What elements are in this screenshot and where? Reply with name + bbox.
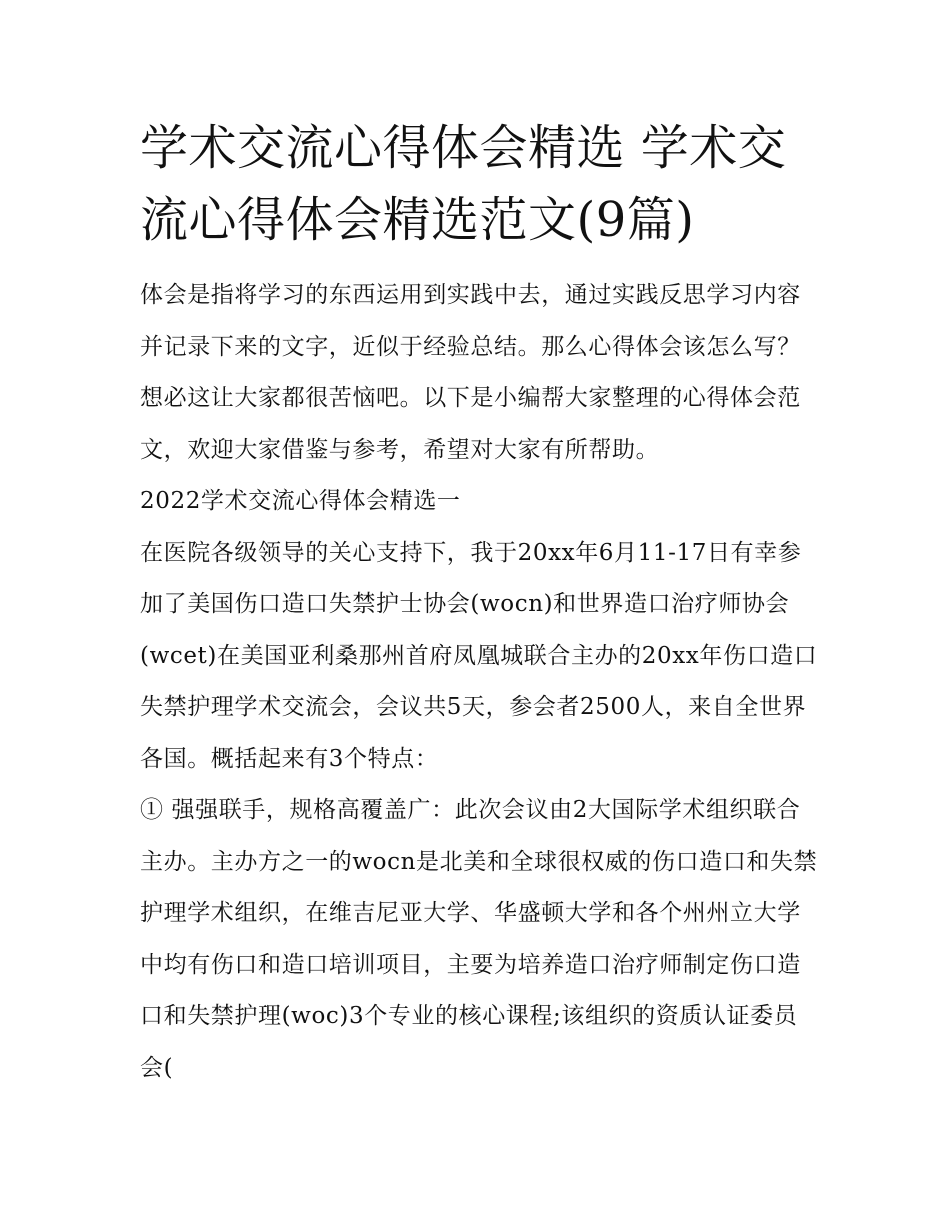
- section-heading: 2022学术交流心得体会精选一: [140, 488, 461, 514]
- document-title: 学术交流心得体会精选 学术交流心得体会精选范文(9篇): [140, 120, 787, 248]
- body-paragraph-1: 在医院各级领导的关心支持下，我于20xx年6月11-17日有幸参加了美国伤口造口失禁护士协会(wocn)和世界造口治疗师协会(wcet)在美国亚利桑那州首府凤凰城联合主办的20xx年伤口造口失禁护理学术交流会，会议共5天，参会者2500人，来自全世界各国。概括起来有3个特点：: [140, 539, 818, 772]
- document-body: [140, 112, 820, 1094]
- body-paragraph-2: ① 强强联手，规格高覆盖广：此次会议由2大国际学术组织联合主办。主办方之一的wocn是北美和全球很权威的伤口造口和失禁护理学术组织，在维吉尼亚大学、华盛顿大学和各个州州立大学中均有伤口和造口培训项目，主要为培养造口治疗师制定伤口造口和失禁护理(woc)3个专业的核心课程;该组织的资质认证委员会(: [140, 797, 818, 1081]
- intro-paragraph: 体会是指将学习的东西运用到实践中去，通过实践反思学习内容并记录下来的文字，近似于经验总结。那么心得体会该怎么写？想必这让大家都很苦恼吧。以下是小编帮大家整理的心得体会范文，欢迎大家借鉴与参考，希望对大家有所帮助。: [140, 282, 801, 463]
